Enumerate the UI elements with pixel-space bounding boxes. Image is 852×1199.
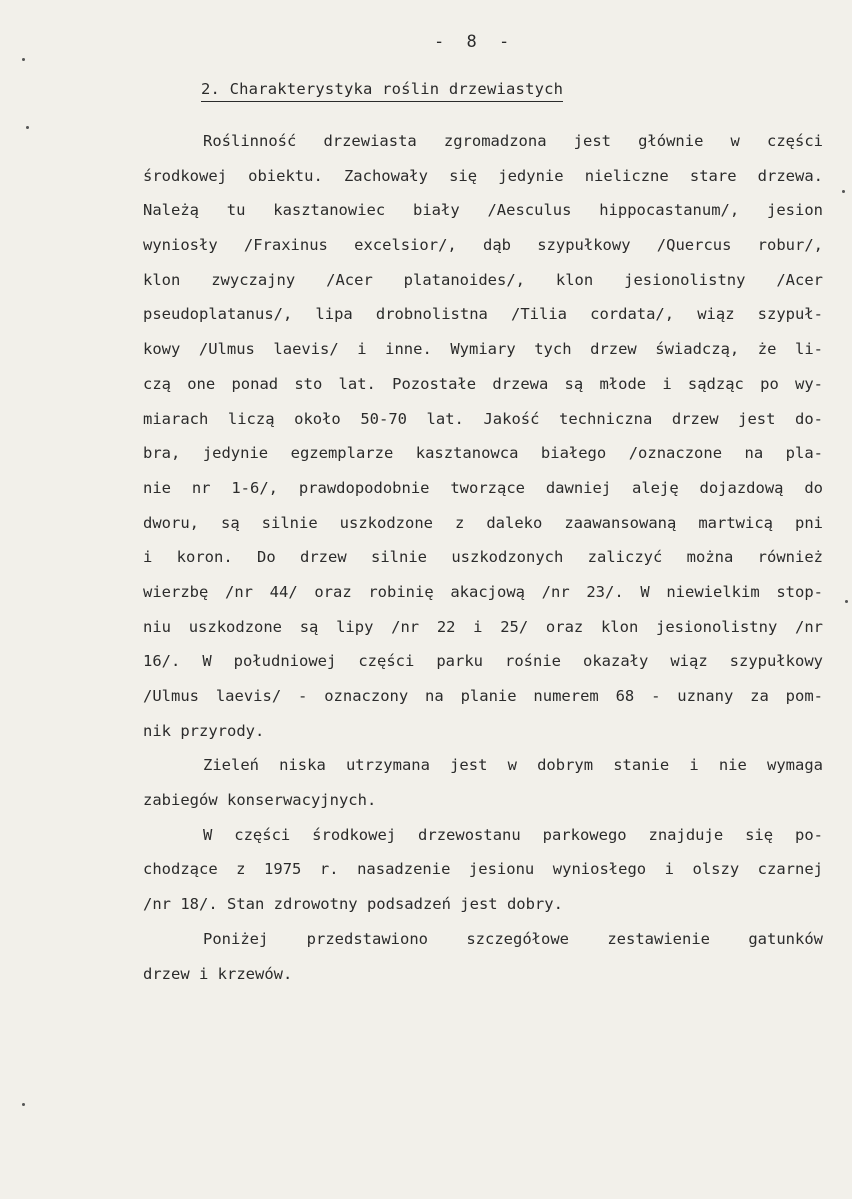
- text-line: czą one ponad sto lat. Pozostałe drzewa są młode i sądząc po wy-: [143, 374, 823, 393]
- text-line: /Ulmus laevis/ - oznaczony na planie numerem 68 - uznany za pom-: [143, 687, 823, 705]
- text-line: Zieleń niska utrzymana jest w dobrym stanie i nie wymaga: [203, 756, 823, 775]
- text-line: wyniosły /Fraxinus excelsior/, dąb szypułkowy /Quercus robur/,: [143, 236, 823, 255]
- page-number: - 8 -: [434, 32, 516, 52]
- margin-mark: [22, 1103, 25, 1106]
- text-line: W części środkowej drzewostanu parkowego znajduje się po-: [203, 825, 823, 844]
- text-line: nik przyrody.: [143, 721, 265, 740]
- margin-mark: [845, 600, 848, 603]
- margin-mark: [26, 126, 29, 129]
- text-line: drzew i krzewów.: [143, 964, 293, 983]
- body-text: [143, 124, 823, 991]
- text-line: Należą tu kasztanowiec biały /Aesculus hippocastanum/, jesion: [143, 201, 823, 220]
- text-line: 16/. W południowej części parku rośnie okazały wiąz szypułkowy: [143, 652, 823, 671]
- text-line: kowy /Ulmus laevis/ i inne. Wymiary tych drzew świadczą, że li-: [143, 340, 823, 359]
- section-title-text: 2. Charakterystyka roślin drzewiastych: [201, 80, 563, 102]
- text-line: Poniżej przedstawiono szczegółowe zestawienie gatunków: [203, 929, 823, 948]
- text-line: nie nr 1-6/, prawdopodobnie tworzące dawniej aleję dojazdową do: [143, 478, 823, 497]
- margin-mark: [842, 190, 845, 193]
- text-line: i koron. Do drzew silnie uszkodzonych zaliczyć można również: [143, 548, 823, 567]
- text-line: miarach liczą około 50-70 lat. Jakość techniczna drzew jest do-: [143, 409, 823, 428]
- text-line: chodzące z 1975 r. nasadzenie jesionu wyniosłego i olszy czarnej: [143, 860, 823, 879]
- text-line: środkowej obiektu. Zachowały się jedynie nieliczne stare drzewa.: [143, 166, 823, 185]
- text-line: Roślinność drzewiasta zgromadzona jest głównie w części: [203, 132, 823, 150]
- margin-mark: [22, 58, 25, 61]
- text-line: dworu, są silnie uszkodzone z daleko zaawansowaną martwicą pni: [143, 513, 823, 532]
- text-line: klon zwyczajny /Acer platanoides/, klon jesionolistny /Acer: [143, 270, 823, 289]
- text-line: wierzbę /nr 44/ oraz robinię akacjową /nr 23/. W niewielkim stop-: [143, 582, 823, 601]
- text-line: zabiegów konserwacyjnych.: [143, 791, 377, 810]
- text-line: /nr 18/. Stan zdrowotny podsadzeń jest dobry.: [143, 895, 563, 914]
- text-line: pseudoplatanus/, lipa drobnolistna /Tilia cordata/, wiąz szypuł-: [143, 305, 823, 324]
- text-line: bra, jedynie egzemplarze kasztanowca białego /oznaczone na pla-: [143, 444, 823, 463]
- text-line: niu uszkodzone są lipy /nr 22 i 25/ oraz klon jesionolistny /nr: [143, 617, 823, 636]
- section-title: [201, 80, 563, 98]
